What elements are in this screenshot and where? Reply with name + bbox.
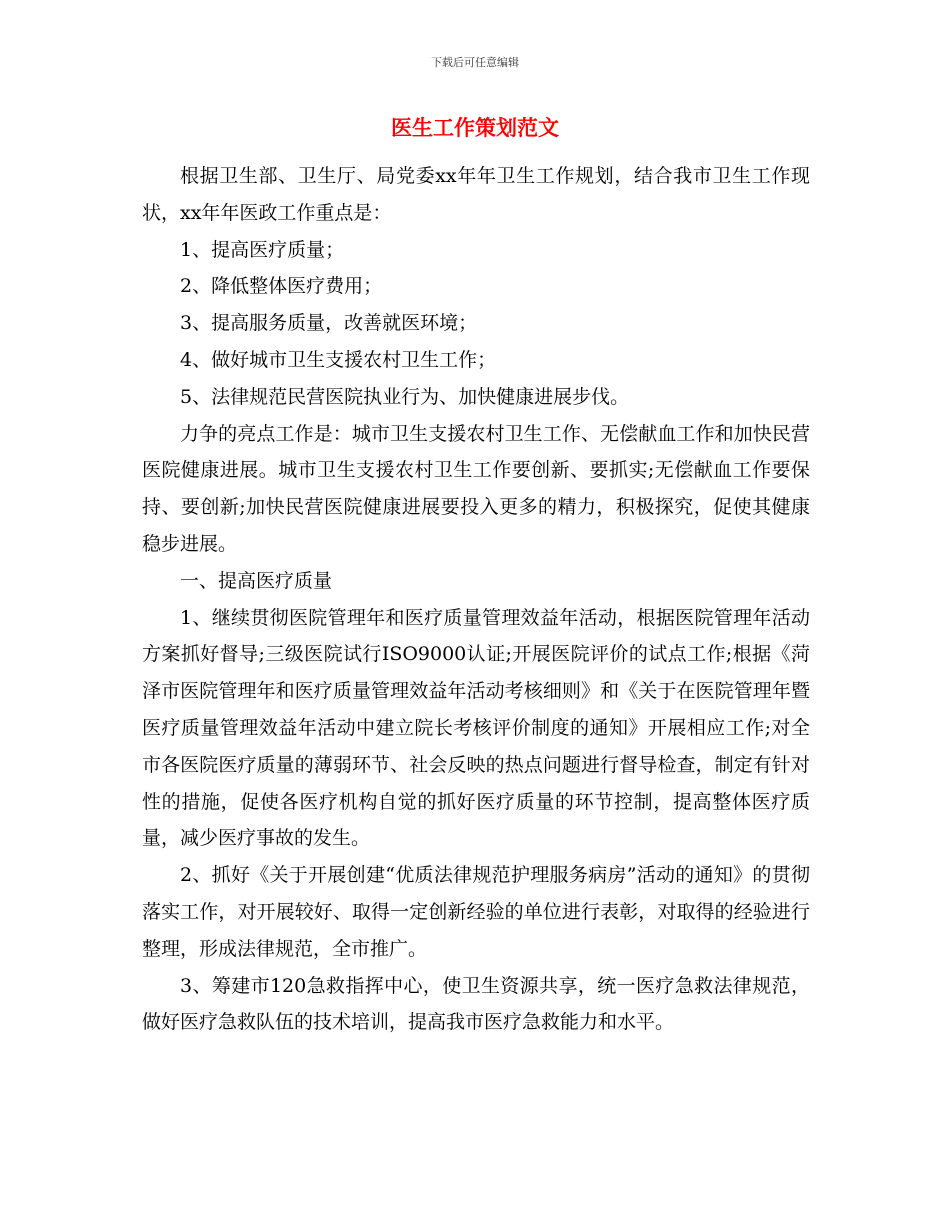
body-paragraph: 1、继续贯彻医院管理年和医疗质量管理效益年活动，根据医院管理年活动方案抓好督导;三级医院试行ISO9000认证;开展医院评价的试点工作;根据《菏泽市医院管理年和医疗质量管理效益年活动考核细则》和《关于在医院管理年暨医疗质量管理效益年活动中建立院长考核评价制度的通知》开展相应工作;对全市各医院医疗质量的薄弱环节、社会反映的热点问题进行督导检查，制定有针对性的措施，促使各医疗机构自觉的抓好医疗质量的环节控制，提高整体医疗质量，减少医疗事故的发生。 bbox=[142, 606, 810, 850]
section-heading: 一、提高医疗质量 bbox=[180, 569, 333, 592]
list-item: 5、法律规范民营医院执业行为、加快健康进展步伐。 bbox=[180, 385, 630, 408]
list-item: 2、降低整体医疗费用； bbox=[180, 275, 383, 298]
body-paragraph: 2、抓好《关于开展创建“优质法律规范护理服务病房”活动的通知》的贯彻落实工作，对开展较好、取得一定创新经验的单位进行表彰，对取得的经验进行整理，形成法律规范，全市推广。 bbox=[142, 864, 810, 960]
list-item: 1、提高医疗质量； bbox=[180, 238, 345, 261]
document-body bbox=[142, 158, 810, 1041]
intro-paragraph: 根据卫生部、卫生厅、局党委xx年年卫生工作规划，结合我市卫生工作现状，xx年年医政工作重点是： bbox=[142, 165, 810, 224]
list-item: 3、提高服务质量，改善就医环境； bbox=[180, 312, 478, 335]
header-note: 下载后可任意编辑 bbox=[431, 56, 519, 69]
highlight-paragraph: 力争的亮点工作是：城市卫生支援农村卫生工作、无偿献血工作和加快民营医院健康进展。城市卫生支援农村卫生工作要创新、要抓实;无偿献血工作要保持、要创新;加快民营医院健康进展要投入更多的精力，积极探究，促使其健康稳步进展。 bbox=[142, 422, 810, 555]
list-item: 4、做好城市卫生支援农村卫生工作； bbox=[180, 348, 497, 371]
body-paragraph: 3、筹建市120急救指挥中心，使卫生资源共享，统一医疗急救法律规范，做好医疗急救队伍的技术培训，提高我市医疗急救能力和水平。 bbox=[142, 974, 810, 1034]
document-title: 医生工作策划范文 bbox=[391, 115, 559, 140]
